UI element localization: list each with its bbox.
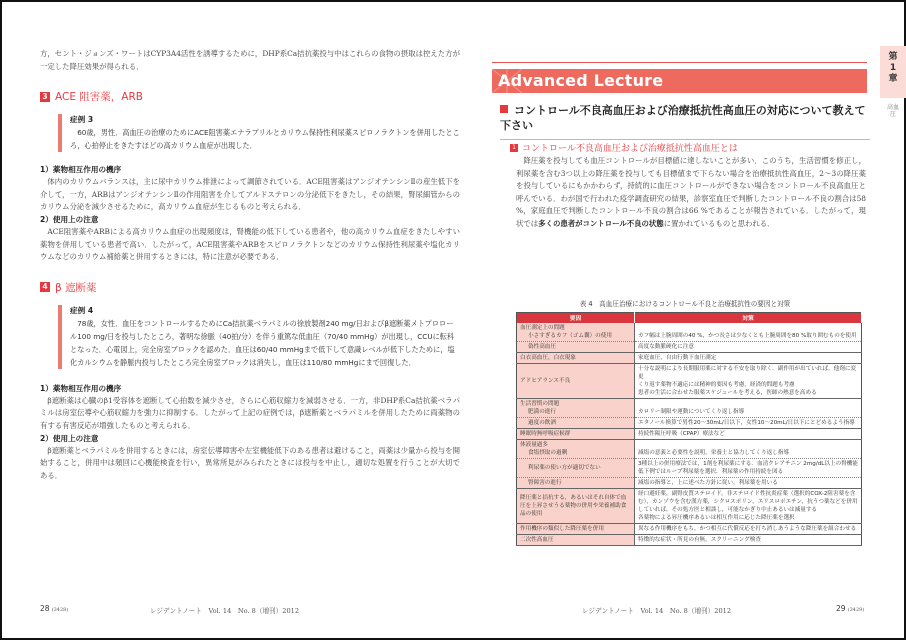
factor-label: 作用機序の類似した降圧薬を併用 [520,525,604,532]
case-text: 78歳，女性．血圧をコントロールするためにCa拮抗薬ベラパミルの徐放製剤240 mg/日およびβ遮断薬メトプロロール100 mg/日を投与したところ，著明な徐脈（40拍/分）を伴う重篤な低血圧（70/40 mmHg）が出現し，CCUに転科となった．心電図上，完全房室ブロックを認めた．血圧は60/40 mmHgまで低下して意識レベルが低下したために，塩化カルシウムを静脈内投与したところ完全房室ブロックは消失し，血圧は110/80 mmHgにまで回復した． [70,318,455,367]
measure-cell: カフ幅は上腕周囲の40 %，かつ長さは少なくとも上腕周囲を80 %取り囲むものを使用 [635,323,862,342]
subsection-title: コントロール不良高血圧および治療抵抗性高血圧とは [522,144,738,154]
factor-cell [517,439,635,458]
section-4-mechanism [40,383,460,433]
measure-cell: 十分な説明により長期服用薬に対する不安を取り除く．副作用が出ていれば，他剤に変更 くり返す薬物不適応には精神的要因も考慮，経済的問題も考慮 患者の生活に合わせた服薬スケジュールを考える，医師の熱意を高める [635,363,862,398]
factor-label: 二次性高血圧 [520,536,554,543]
table-caption: 表 4 高血圧治療におけるコントロール不良と治療抵抗性の要因と対策 [579,300,791,308]
sub-heading: 1）薬物相互作用の機序 [40,383,122,393]
section-3-heading [40,89,460,104]
chapter-topic: 高血圧 [887,104,900,118]
sub-heading: 2）使用上の注意 [40,433,99,443]
section-title: β 遮断薬 [55,281,97,294]
subsection-paragraph: 降圧薬を投与しても血圧コントロールが目標値に達しないことが多い．このうち，生活習慣を修正し，利尿薬を含む3つ以上の降圧薬を投与しても目標値まで下らない場合を治療抵抗性高血圧，2～3の降圧薬を投与しているにもかかわらず，持続的に血圧コントロールができない場合をコントロール不良高血圧と呼んでいる．わが国で行われた疫学調査研究の結果，診察室血圧で判断したコントロール不良の割合は58 %，家庭血圧で判断したコントロール不良の割合は66 %であることが報告されている．したがって，現状では多くの患者がコントロール不良の状態に置かれているものと思われる． [516,156,866,228]
factor-sub-label: 腎障害の進行 [528,479,562,486]
factor-sub-label: 過度の飲酒 [528,419,556,426]
measure-cell: 持続性陽圧呼吸（CPAP）療法など [635,428,862,439]
column-header: 要因 [517,313,635,323]
intro-paragraph: 方，セント・ジョンズ・ワートはCYP3A4活性を誘導するために，DHP系Ca拮抗薬投与中はこれらの食物の摂取は控えた方が一定した降圧効果が得られる． [40,49,460,71]
measure-cell: 家庭血圧，自由行動下血圧測定 [635,352,862,363]
factor-cell [517,341,635,352]
section-number-badge: 3 [40,92,50,102]
table-row [517,523,862,534]
measure-cell: カロリー制限や運動についてくり返し指導 [635,398,862,417]
advanced-lecture-banner [492,69,867,93]
factor-cell [517,458,635,477]
right-footer-page-number: 29 (3429) [836,604,865,613]
case-title: 症例 3 [70,115,94,125]
left-footer-journal: レジデントノート Vol. 14 No. 8（増刊）2012 [150,607,300,615]
subsection-number-badge: 1 [510,144,518,152]
chapter-number: 1 [889,63,897,73]
right-footer-journal: レジデントノート Vol. 14 No. 8（増刊）2012 [582,607,732,615]
section-number-badge: 4 [40,282,50,292]
banner-title: Advanced Lecture [498,71,664,90]
factor-cell [517,477,635,488]
factors-table [516,312,862,546]
measure-cell: エタノール換算で男性20～30mL/日以下，女性10～20mL/日以下にとどめるよう指導 [635,417,862,428]
case-title: 症例 4 [70,305,94,315]
measure-cell: 減塩の意義と必要性を説明，栄養士と協力してくり返し指導 [635,439,862,458]
measure-cell: 3種以上の併用療法では，1剤を利尿薬にする．血清クレアチニン 2mg/dL以上の腎機能低下例ではループ利尿薬を選択．利尿薬の作用持続を図る [635,458,862,477]
case-3-box [58,114,460,152]
table-header-row [517,313,862,323]
column-header: 対策 [635,313,862,323]
factor-cell [517,417,635,428]
measure-cell: 高度な動脈硬化に注意 [635,341,862,352]
factor-cell [517,363,635,398]
factor-cell [517,323,635,342]
factor-cell [517,488,635,523]
factor-label: 体液量過多 [520,441,548,448]
section-4-heading [40,280,460,295]
factor-label: 生活習慣の問題 [520,400,560,407]
left-page [40,30,460,630]
subsection-heading [510,141,738,154]
table-row [517,323,862,342]
table-row [517,488,862,523]
measure-cell: 特徴的な症状・所見の有無，スクリーニング検査 [635,534,862,545]
factor-sub-label: 利尿薬の使い方が適切でない [528,464,601,471]
table-row [517,417,862,428]
factor-cell [517,398,635,417]
factor-label: アドヒアランス不良 [520,377,571,384]
factor-sub-label: 偽性高血圧 [528,343,556,350]
table-row [517,341,862,352]
question-underline [500,139,870,140]
table-row [517,428,862,439]
table-row [517,398,862,417]
table-row [517,458,862,477]
section-3-mechanism [40,164,460,214]
table-row [517,363,862,398]
factor-label: 降圧薬と拮抗する，あるいはそれ自体で血圧を上昇させうる薬物の併用や栄養補助食品の使用 [520,494,627,517]
factor-cell [517,534,635,545]
factor-label: 血圧測定上の問題 [520,324,565,331]
factor-label: 白衣高血圧，白衣現象 [520,354,576,361]
caution-paragraph: ACE阻害薬やARBによる高カリウム血症の出現頻度は，腎機能の低下している患者や，他の高カリウム血症をきたしやすい薬物を併用している患者で高い．したがって，ACE阻害薬やARBをスピロノラクトンなどのカリウム保持性利尿薬や塩化カリウムなどのカリウム補給薬と併用するときには，特に注意が必要である． [40,226,460,262]
factor-sub-label: 肥満の進行 [528,408,556,415]
table-row [517,534,862,545]
table-row [517,352,862,363]
chapter-label: 第 [888,52,898,62]
sub-heading: 1）薬物相互作用の機序 [40,165,122,175]
chapter-label: 章 [888,74,898,84]
mechanism-paragraph: 体内のカリウムバランスは，主に尿中カリウム排泄によって調節されている．ACE阻害薬はアンジオテンシンⅡの産生低下を介して，一方，ARBはアンジオテンシンⅡの作用阻害を介してアルドステロンの分泌低下をきたし，その結果，腎尿細管からのカリウム分泌を減少させるために，高カリウム血症が生じるものと考えられる． [40,177,460,212]
mechanism-paragraph: β遮断薬は心臓のβ1受容体を遮断して心拍数を減少させ，さらに心筋収縮力を減弱させる．一方，非DHP系Ca拮抗薬ベラパミルは房室伝導や心筋収縮力を強力に抑制する．したがって上記の症例では，β遮断薬とベラパミルを併用したために両薬物の有する有害反応が増強したものと考えられる． [40,395,460,430]
measure-cell: 減塩の指導と，上に述べた方針に従い，利尿薬を用いる [635,477,862,488]
factor-sub-label: 食塩摂取の過剰 [528,449,568,456]
square-bullet-icon [500,105,508,113]
left-footer-page-number: 28 (3428) [40,604,69,613]
advanced-lecture-rule [492,62,867,63]
table-row [517,477,862,488]
measure-cell: 異なる作用機序をもち，かつ相互に代償反応を打ち消しあうような降圧薬を組合わせる [635,523,862,534]
factor-cell [517,428,635,439]
table-row [517,439,862,458]
factor-cell [517,352,635,363]
measure-cell: 経口避妊薬，副腎皮質ステロイド，非ステロイド性抗炎症薬（選択的COX-2阻害薬を含む），カンゾウを含む漢方薬，シクロスポリン，エリスロポエチン，抗うつ薬などを併用していれば，その処方医と相談し，可能なかぎり中止あるいは減量する 各薬物による昇圧機序あるいは相互作用に応じた降圧薬を選択 [635,488,862,523]
question-heading: コントロール不良高血圧および治療抵抗性高血圧の対応について教えて下さい [500,104,866,132]
factor-label: 睡眠時無呼吸症候群 [520,430,571,437]
section-title: ACE 阻害薬，ARB [55,91,143,104]
sub-heading: 2）使用上の注意 [40,214,99,224]
factor-cell [517,523,635,534]
caution-paragraph: β遮断薬とベラパミルを併用するときには，房室伝導障害や左室機能低下のある患者は避けること，両薬は少量から投与を開始すること，併用中は頻回に心機能検査を行い，異常所見がみられたときには投与を中止し，適切な処置を行うことが大切である． [40,445,460,480]
case-4-box [58,305,460,369]
emphasis-text: 多くの患者がコントロール不良の状態 [538,218,664,228]
factor-sub-label: 小さすぎるカフ（ゴム囊）の使用 [528,332,612,339]
case-text: 60歳，男性．高血圧の治療のためにACE阻害薬エナラプリルとカリウム保持性利尿薬スピロノラクトンを併用したところ，心拍停止をきたすほどの高カリウム血症が出現した． [70,128,460,151]
section-3-caution [40,214,460,264]
section-4-caution [40,433,460,483]
chapter-tab[interactable] [880,46,906,98]
